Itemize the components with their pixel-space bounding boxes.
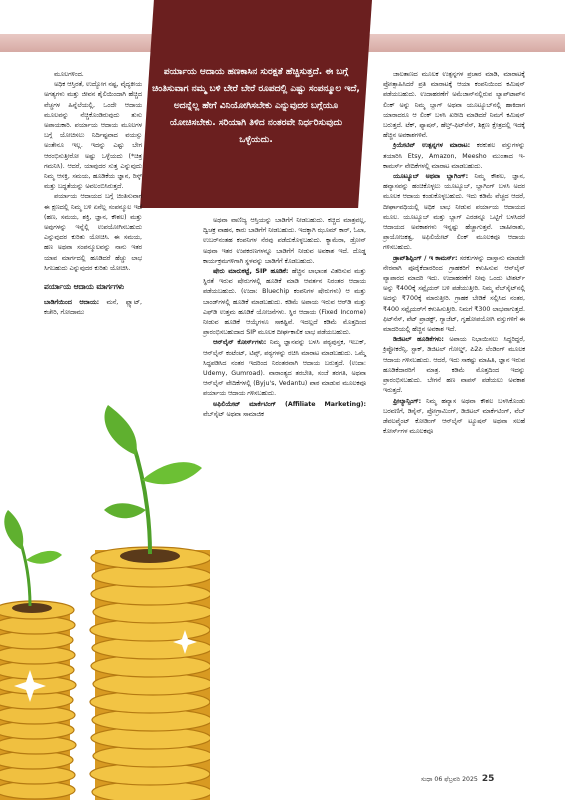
column-left [44,70,142,319]
subhead-label: ಆನ್‌ಲೈನ್ ಕೋರ್ಸ್‌ಗಳು: [213,339,267,347]
paragraph: ಪರ್ಯಾಯ ಆದಾಯದ ಬಗ್ಗೆ ಚಿಂತಿಸುವಾಗ ಈ ಕ್ಷಣದಲ್ಲಿ ನಿಮ್ಮ ಬಳಿ ಏನೆಲ್ಲ ಸಂಪನ್ಮೂಲ ಇದೆ (ಹಣ, ಸಮಯ, ಶಕ್ತಿ, ಜ್ಞಾನ, ಕೌಶಲ) ಮತ್ತು ಅವುಗಳನ್ನು ಇನ್ನೆಲ್ಲಿ ಉಪಯೋಗಿಸಬಹುದು ಎನ್ನುವುದರ ಕುರಿತು ಯೋಚಿಸಿ. ಈ ಸಮಯ, ಹಣ ಅಥವಾ ಸಂಪನ್ಮೂಲವನ್ನು ನಾನು ಇತರ ಯಾವ ಮಾರ್ಗದಲ್ಲಿ ಹೂಡಿದರೆ ಹೆಚ್ಚು ಲಾಭ ಸಿಗಬಹುದು ಎನ್ನುವುದರ ಕುರಿತು ಯೋಚಿಸಿ. [44,193,142,272]
paragraph [383,397,525,438]
paragraph-text: ನಿಮ್ಮ ಕೌಶಲ, ಜ್ಞಾನ, ಹವ್ಯಾಸವನ್ನು ಹಂಚಿಕೊಳ್ಳಲು ಯೂಟ್ಯೂಬ್, ಬ್ಲಾಗಿಂಗ್ ಬಳಸಿ ಅದರ ಮೂಲಕ ಆದಾಯ ಕಂಡುಕೊಳ್ಳಬಹುದು. ಇದು ಕಡಿಮೆ ವೆಚ್ಚದ ಆದರೆ, ದೀರ್ಘಾವಧಿಯಲ್ಲಿ ಅಧಿಕ ಲಾಭ ನೀಡುವ ಪರ್ಯಾಯ ಆದಾಯದ ಮೂಲ. ಯೂಟ್ಯೂಬ್ ಮತ್ತು ಬ್ಲಾಗ್ ಎರಡನ್ನೂ ಒಟ್ಟಿಗೆ ಬಳಸಿದರೆ ಆದಾಯದ ಅವಕಾಶಗಳು ಇನ್ನಷ್ಟು ಹೆಚ್ಚಾಗುತ್ತವೆ. ಜಾಹೀರಾತು, ಪ್ರಾಯೋಜಕತ್ವ, ಅಫಿಲಿಯೇಟ್ ಲಿಂಕ್ ಮೂಲಕವೂ ಆದಾಯ ಗಳಿಸಬಹುದು. [383,173,525,252]
section-heading: ಪರ್ಯಾಯ ಆದಾಯ ಮಾರ್ಗಗಳು [44,282,125,292]
paragraph: ಅಥವಾ ವಾಣಿಜ್ಯ ಆಸ್ತಿಯನ್ನು ಬಾಡಿಗೆಗೆ ನೀಡಬಹುದು. ಕಚ್ಚಿದ ಮಾತ್ರವಲ್ಲ, ದ್ವಿಚಕ್ರ ವಾಹನ, ಕಾರು ಬಾಡಿಗೆಗೆ ನೀಡಬಹುದು. ಇದಕ್ಕಾಗಿ ಝೂಮ್‌ ಕಾರ್, ಓಲಾ, ಉಬರ್‌ನಂತಹ ಕಂಪನಿಗಳ ನೆರವು ಪಡೆದುಕೊಳ್ಳಬಹುದು. ಕ್ಯಾಮೆರಾ, ಡ್ರೋನ್ ಅಥವಾ ಇತರ ಉಪಕರಣಗಳನ್ನೂ ಬಾಡಿಗೆಗೆ ನೀಡುವ ಅವಕಾಶ ಇದೆ. ದೊಡ್ಡ ಕಾರ್ಯಕ್ರಮಗಳಿಗಾಗಿ ಸ್ಥಳವನ್ನು ಬಾಡಿಗೆಗೆ ಕೊಡಬಹುದು. [203,217,366,265]
subhead-label: ಡಿಜಿಟಲ್ ಹೂಡಿಕೆಗಳು: [393,336,444,344]
paragraph-text: ಅಪಾಯ ನಿಭಾಯಿಸಲು ಸಿದ್ಧರಿದ್ದರೆ, ಕ್ರಿಪ್ಟೋಕರೆನ್ಸಿ, ಸ್ಟಾಕ್, ಡಿಜಿಟಲ್ ಗೋಲ್ಡ್, ಪಿ2ಪಿ ಲೆಂಡಿಂಗ್ ಮೂಲಕ ಆದಾಯ ಗಳಿಸಬಹುದು. ಆದರೆ, ಇದು ಸಾಕಷ್ಟು ಮಾಹಿತಿ, ಜ್ಞಾನ ಇರುವ ಹೂಡಿಕೆದಾರರಿಗೆ ಮಾತ್ರ. ಕಡಿಮೆ ಮೊತ್ತದಿಂದ ಇದನ್ನು ಪ್ರಾರಂಭಿಸಬಹುದು. ಬೇಗನೆ ಹಣ ವಾಪಸ್ ಪಡೆಯಲು ಅವಕಾಶ ಇರುತ್ತದೆ. [383,336,525,395]
page-number: 25 [481,774,495,784]
paragraph [383,254,525,336]
paragraph [383,141,525,172]
paragraph [383,335,525,396]
paragraph [383,172,525,254]
subhead-label: ಡ್ರಾಪ್‌ಶಿಪ್ಪಿಂಗ್ / ಇ ಕಾಮರ್ಸ್: [393,254,458,262]
paragraph-text: ವೆಬ್‌ಸೈಟ್ ಅಥವಾ ಸಾಮಾಜಿಕ [203,410,264,418]
coin-stack-left [0,510,76,800]
column-right [383,70,525,437]
paragraph [203,400,366,420]
subhead-label: ಅಫಿಲಿಯೇಟ್ ಮಾರ್ಕೆಟಿಂಗ್ (Affiliate Marketing): [213,400,366,408]
paragraph-text: ಕರಕುಶಲ ವಸ್ತುಗಳನ್ನು ತಯಾರಿಸಿ Etsy, Amazon, Meesho ಮುಂತಾದ ಇ-ಕಾಮರ್ಸ್ ವೇದಿಕೆಗಳಲ್ಲಿ ಮಾರಾಟ ಮಾಡಬಹುದು. [383,142,525,170]
column-middle [203,216,366,420]
subhead-label: ಕ್ರಿಯೇಟಿವ್ ಉತ್ಪನ್ನಗಳ ಮಾರಾಟ: [393,142,471,150]
paragraph-text: ಮನೆ, ಫ್ಲ್ಯಾಟ್, ಕಚೇರಿ, ಗೋದಾಮು [44,299,142,317]
paragraph [203,338,366,399]
coin-plant-illustration [0,400,210,800]
paragraph-text: ಹೆಚ್ಚಿನ ಲಾಭಾಂಶ ವಿತರಿಸುವ ಮತ್ತು ಸ್ಥಿರತೆ ಇರುವ ಷೇರುಗಳಲ್ಲಿ ಹೂಡಿಕೆ ಮಾಡಿ ಆವರ್ತನ ನಿರಂತರ ಆದಾಯ ಪಡೆಯಬಹುದು. (ಉದಾ: Bluechip ಕಂಪನಿಗಳ ಷೇರುಗಳು) ಆ ಮತ್ತು ಬಾಂಡ್‌ಗಳಲ್ಲಿ ಹೂಡಿಕೆ ಮಾಡಬಹುದು. ಕಡಿಮೆ ಅಪಾಯ ಇರುವ ಆರ್‌ಡಿ ಮತ್ತು ಎಫ್‌ಡಿ ಉತ್ತಮ ಹೂಡಿಕೆ ಯೋಜನೆಗಳು. ಸ್ಥಿರ ಆದಾಯ (Fixed Income) ನೀಡುವ ಹೂಡಿಕೆ ಆಯ್ಕೆಗಳೂ ಸಾಕಷ್ಟಿವೆ. ಇದಲ್ಲದೆ ಕಡಿಮೆ ಮೊತ್ತದಿಂದ ಪ್ರಾರಂಭಿಸಬಹುದಾದ SIP ಮೂಲಕ ದೀರ್ಘಕಾಲಿಕ ಲಾಭ ಪಡೆಯಬಹುದು. [203,268,366,337]
pull-quote-text: ಪರ್ಯಾಯ ಆದಾಯ ಹಣಕಾಸಿನ ಸುರಕ್ಷತೆ ಹೆಚ್ಚಿಸುತ್ತದೆ. ಈ ಬಗ್ಗೆ ಚಿಂತಿಸುವಾಗ ನಮ್ಮ ಬಳಿ ಬೇರೆ ಬೇರೆ ರೂಪದಲ್ಲಿ ಎಷ್ಟು ಸಂಪನ್ಮೂಲ ಇದೆ, ಅದನ್ನೆಲ್ಲ ಹೇಗೆ ವಿನಿಯೋಗಿಸಬೇಕು ಎನ್ನುವುದರ ಬಗ್ಗೆಯೂ ಯೋಚಿಸಬೇಕು. ಸರಿಯಾಗಿ ತಿಳಿದ ನಂತರವೇ ನಿರ್ಧರಿಸುವುದು ಒಳ್ಳೆಯದು. [152,67,360,145]
paragraph-text: ಸರಕುಗಳನ್ನು ದಾಸ್ತಾನು ಮಾಡದೇ ನೇರವಾಗಿ ಪೂರೈಕೆದಾರರಿಂದ ಗ್ರಾಹಕರಿಗೆ ಕಳುಹಿಸುವ ಆನ್‌ಲೈನ್ ವ್ಯಾಪಾರದ ಮಾದರಿ ಇದು. ಉದಾಹರಣೆಗೆ ನೀವು ಒಂದು ಟೀಶರ್ಟ್ ಅನ್ನು ₹400ಕ್ಕೆ ಸಪ್ಲೈಯರ್ ಬಳಿ ಪಡೆಯುತ್ತೀರಿ. ನಿಮ್ಮ ವೆಬ್‌ಸೈಟ್‌ನಲ್ಲಿ ಅದನ್ನು ₹700ಕ್ಕೆ ಮಾರುತ್ತೀರಿ. ಗ್ರಾಹಕ ಬೇಡಿಕೆ ಸಲ್ಲಿಸಿದ ನಂತರ, ₹400 ಸಪ್ಲೈಯರ್‌ಗೆ ಕಳುಹಿಸುತ್ತೀರಿ. ನಿಮಗೆ ₹300 ಲಾಭವಾಗುತ್ತದೆ. ಫಿಟ್‌ನೆಸ್, ಪೆಟ್ ಪ್ರಾಡಕ್ಟ್, ಗ್ಯಾಜೆಟ್, ಗೃಹೋಪಯೋಗಿ ವಸ್ತುಗಳಿಗೆ ಈ ಮಾದರಿಯಲ್ಲಿ ಹೆಚ್ಚಿನ ಅವಕಾಶ ಇದೆ. [383,254,525,334]
subhead-label: ಯೂಟ್ಯೂಬ್ ಅಥವಾ ಬ್ಲಾಗಿಂಗ್: [393,173,469,181]
subhead-label: ಫ್ರೀಲ್ಯಾನ್ಸಿಂಗ್: [393,397,422,405]
subhead-label: ಬಾಡಿಗೆಯಿಂದ ಆದಾಯ: [44,299,100,307]
paragraph-text: ನಿಮ್ಮ ಜ್ಞಾನವನ್ನು ಬಳಸಿ ಪಠ್ಯಪುಸ್ತಕ, ಇಬುಕ್, ಆನ್‌ಲೈನ್ ಕಂಟೆಂಟ್, ಟಿಪ್ಸ್, ಪಠ್ಯಗಳನ್ನು ರಚಿಸಿ ಮಾರಾಟ ಮಾಡಬಹುದು. ಒಮ್ಮೆ ಸಿದ್ಧಪಡಿಸಿದ ನಂತರ ಇದರಿಂದ ನಿರಂತರವಾಗಿ ಆದಾಯ ಬರುತ್ತದೆ. (ಉದಾ: Udemy, Gumroad). ವಾರಾಂತ್ಯದ ತರಬೇತಿ, ಸಂಜೆ ತರಗತಿ, ಅಥವಾ ಆನ್‌ಲೈನ್ ವೇದಿಕೆಗಳಲ್ಲಿ (Byju's, Vedantu) ಪಾಠ ಮಾಡುವ ಮೂಲಕವೂ ಪರ್ಯಾಯ ಆದಾಯ ಗಳಿಸಬಹುದು. [203,339,366,398]
paragraph: ಅಧಿಕ ಆಸ್ತಿರತೆ, ಉದ್ಯೋಗ ನಷ್ಟ, ವೈದ್ಯಕೀಯ ಅಗತ್ಯಗಳು ಮತ್ತು ಜೀವನ ಶೈಲಿಯಿಂದಾಗಿ ಹೆಚ್ಚಿದ ವೆಚ್ಚಗಳ ಹಿನ್ನೆಲೆಯಲ್ಲಿ, ಒಂದೇ ಆದಾಯ ಮೂಲವನ್ನು ನೆಚ್ಚಿಕೊಂಡಿರುವುದು ತುಸು ಅಪಾಯಕಾರಿ. ಪರ್ಯಾಯ ಆದಾಯ ಮೂಲಗಳ ಬಗ್ಗೆ ಯೋಚಿಸಲು ನಿರ್ದಿಷ್ಟವಾದ ವಯಸ್ಸು ಅಂತೇನೂ ಇಲ್ಲ. ಇದನ್ನು ಎಷ್ಟು ಬೇಗ ಆರಂಭಿಸುತ್ತೀರೋ ಅಷ್ಟು ಒಳ್ಳೆಯದು (*ಚಿತ್ರ ಗಮನಿಸಿ). ಆದರೆ, ಯಾವುದರ ಸುತ್ತ ಎನ್ನುವುದು ನಿಮ್ಮ ಆಸಕ್ತಿ, ಸಮಯ, ಹೂಡಿಕೆಯ ಜ್ಞಾನ, ರಿಸ್ಕ್ ಮತ್ತು ಬದ್ಧತೆಯನ್ನು ಅವಲಂಬಿಸಿರುತ್ತದೆ. [44,81,142,191]
paragraph-text: ನಿಮ್ಮ ಹವ್ಯಾಸ ಅಥವಾ ಕೌಶಲ ಬಳಸಿಕೊಂಡು ಬರವಣಿಗೆ, ಡಿಸೈನ್, ಪ್ರೋಗ್ರಾಮಿಂಗ್, ಡಿಜಿಟಲ್ ಮಾರ್ಕೆಟಿಂಗ್, ವೆಬ್ ಡೆವಲಪ್ಮೆಂಟ್ ಕೋಡಿಂಗ್ ಆನ್‌ಲೈನ್ ಟ್ಯೂಷನ್ ಅಥವಾ ಸಲಹೆ ಕೋರ್ಸ್‌ಗಳ ಮೂಲಕವೂ [383,397,525,436]
coin-stack-right [90,405,210,800]
paragraph: ಮೂಲಗಳಿಂದ. [54,71,84,78]
subhead-label: ಷೇರು ಮಾರುಕಟ್ಟೆ, SIP ಹೂಡಿಕೆ: [213,268,289,276]
page-footer [421,774,494,784]
issue-label: ಸುಧಾ 06 ಫೆಬ್ರವರಿ 2025 [421,776,478,783]
paragraph [44,298,142,318]
paragraph: ಜಾಲತಾಣದ ಮೂಲಕ ಉತ್ಪನ್ನಗಳ ಪ್ರಚಾರ ಮಾಡಿ, ಮಾರಾಟಕ್ಕೆ ಪ್ರೋತ್ಸಾಹಿಸಿದರೆ ಪ್ರತಿ ಮಾರಾಟಕ್ಕೆ ಆಯಾ ಕಂಪನಿಯಿಂದ ಕಮಿಷನ್ ಪಡೆಯಬಹುದು. ಉದಾಹರಣೆಗೆ ಅಮೆಜಾನ್‌ನಲ್ಲಿರುವ ಲ್ಯಾಪ್‌ಟಾಪ್‌ನ ಲಿಂಕ್ ಅನ್ನು ನಿಮ್ಮ ಬ್ಲಾಗ್ ಅಥವಾ ಯೂಟ್ಯೂಬ್‌ನಲ್ಲಿ ಹಾಕಿದಾಗ ಯಾರಾದರೂ ಆ ಲಿಂಕ್ ಬಳಸಿ ಖರೀದಿ ಮಾಡಿದರೆ ನಿಮಗೆ ಕಮಿಷನ್ ಬರುತ್ತದೆ. ಟೆಕ್, ಫ್ಯಾಷನ್, ಹೆಲ್ತ್-ಫಿಟ್‌ನೆಸ್, ಶಿಕ್ಷಣ ಕ್ಷೇತ್ರದಲ್ಲಿ ಇದಕ್ಕೆ ಹೆಚ್ಚಿನ ಅವಕಾಶಗಳಿವೆ. [383,71,525,140]
paragraph [203,267,366,338]
